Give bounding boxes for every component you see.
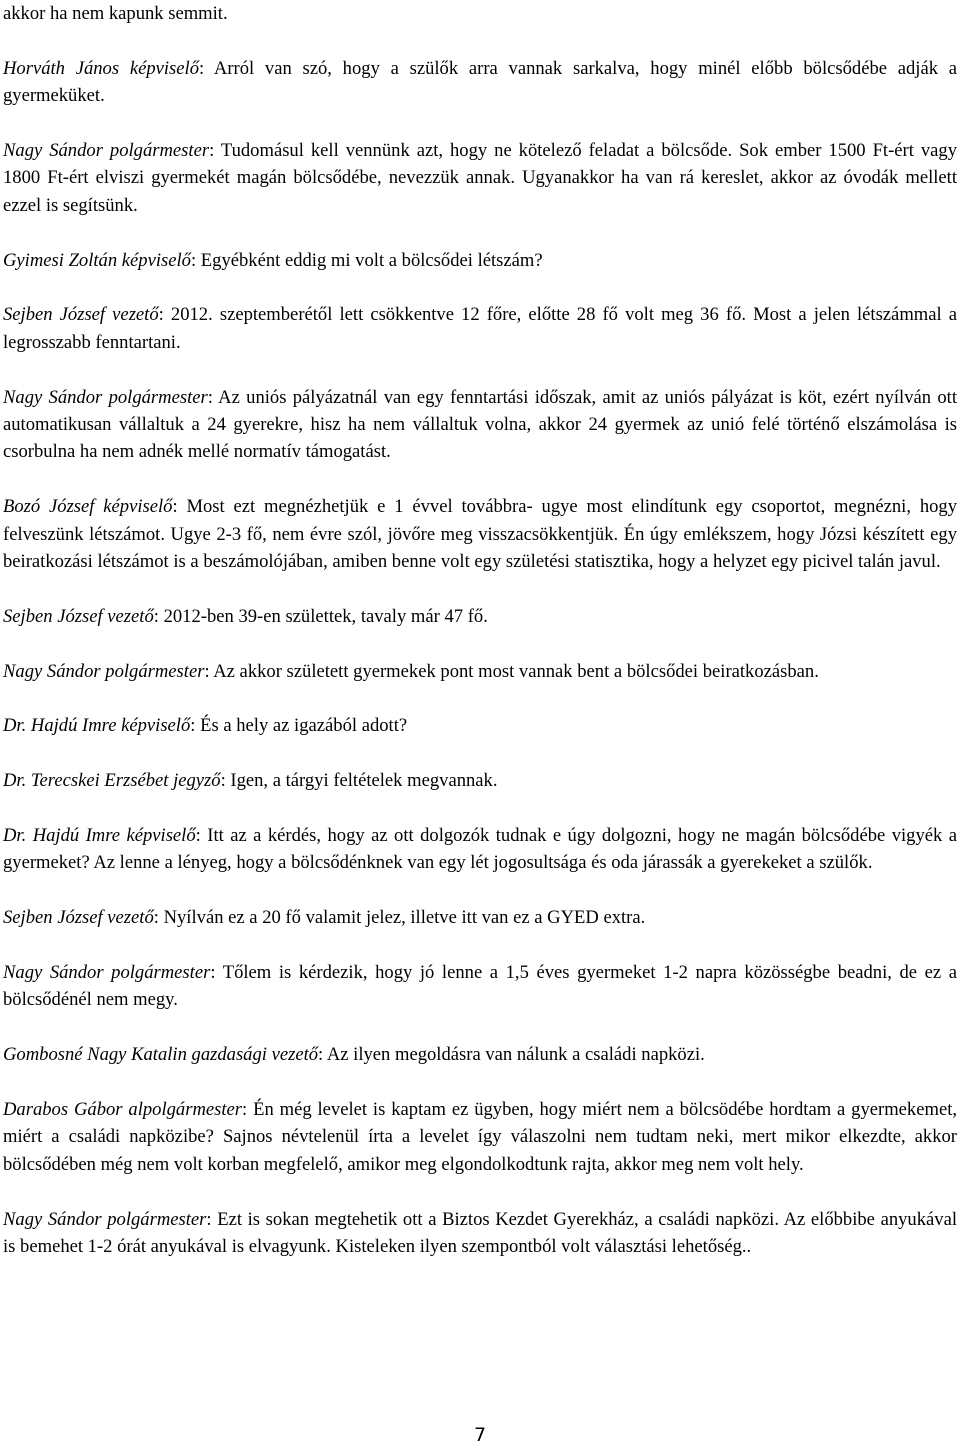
paragraph	[3, 0, 957, 27]
speaker-name: Dr. Hajdú Imre képviselő	[3, 825, 196, 847]
paragraph	[3, 959, 957, 1014]
paragraph	[3, 1041, 957, 1068]
speaker-name: Nagy Sándor polgármester	[3, 140, 210, 161]
speaker-name: Nagy Sándor polgármester	[3, 660, 205, 682]
paragraph-text: Én még levelet is kaptam ez ügyben, hogy miért nem a bölcsödébe hordtam a gyermekemet, miért a családi napközibe? Sajnos névtelenül írta a levelet így válaszolni nem tudtam neki, mert mikor elkezdte, akkor bölcsődében még nem volt korban megfelelő, amikor meg elgondolkodtunk rajta, akkor meg nem volt hely.	[3, 1099, 958, 1175]
paragraph-text: Az uniós pályázatnál van egy fenntartási időszak, amit az uniós pályázat is köt, ezért nyílván ott automatikusan vállaltuk a 24 gyerekre, hisz ha nem vállaltuk volna, akkor 24 gyermek az unió felé történő elszámolása is csorbulna ha nem adnék mellé normatív támogatást.	[3, 386, 957, 463]
speaker-separator: :	[318, 1044, 324, 1066]
speaker-separator: :	[153, 605, 159, 627]
paragraph	[3, 384, 957, 466]
paragraph	[3, 247, 957, 274]
paragraph-text: Arról van szó, hogy a szülők arra vannak sarkalva, hogy minél előbb bölcsődébe adják a gyermeküket.	[3, 57, 958, 107]
speaker-separator: :	[207, 386, 213, 408]
speaker-name: Nagy Sándor polgármester	[3, 1208, 207, 1230]
paragraph	[3, 822, 957, 877]
paragraph-text: Itt az a kérdés, hogy az ott dolgozók tudnak e úgy dolgozni, hogy ne magán bölcsődébe vigyék a gyermeket? Az lenne a lényeg, hogy a bölcsődénknek van egy lét jogosultsága és oda járassák a gyerekeket a szülők.	[3, 825, 957, 874]
speaker-separator: :	[190, 249, 197, 271]
speaker-separator: :	[153, 907, 159, 929]
paragraph-text: akkor ha nem kapunk semmit.	[3, 3, 228, 24]
paragraph	[3, 1206, 957, 1261]
paragraph	[3, 301, 957, 356]
paragraph-text: Igen, a tárgyi feltételek megvannak.	[225, 770, 498, 792]
speaker-separator: :	[195, 825, 201, 847]
paragraph	[3, 658, 957, 685]
paragraph	[3, 137, 957, 219]
paragraph	[3, 904, 957, 931]
speaker-separator: :	[206, 1208, 212, 1230]
speaker-separator: :	[242, 1099, 248, 1121]
speaker-name: Sejben József vezető	[3, 304, 159, 326]
paragraph-text: Az ilyen megoldásra van nálunk a családi napközi.	[323, 1044, 705, 1066]
paragraph-text: Tőlem is kérdezik, hogy jó lenne a 1,5 éves gyermeket 1-2 napra közösségbe beadni, de ez a bölcsődénél nem megy.	[3, 962, 957, 1011]
speaker-separator: :	[172, 496, 178, 518]
speaker-name: Dr. Terecskei Erzsébet jegyző	[3, 770, 221, 792]
page-number: 7	[473, 1424, 487, 1446]
paragraph	[3, 712, 957, 739]
paragraph-text: És a hely az igazából adott?	[195, 715, 408, 737]
speaker-name: Bozó József képviselő	[3, 496, 173, 518]
paragraph	[3, 493, 957, 575]
paragraph-text: Ezt is sokan megtehetik ott a Biztos Kezdet Gyerekház, a családi napközi. Az előbbibe anyukával is bemehet 1-2 órát anyukával is elvagyunk. Kisteleken ilyen szempontból volt választási lehetőség..	[3, 1208, 957, 1258]
speaker-name: Sejben József vezető	[3, 907, 154, 929]
paragraph-text: Egyébként eddig mi volt a bölcsődei létszám?	[196, 249, 543, 271]
paragraph	[3, 55, 957, 110]
speaker-name: Nagy Sándor polgármester	[3, 386, 208, 408]
speaker-separator: :	[199, 57, 205, 79]
paragraph-text: 2012-ben 39-en születtek, tavaly már 47 fő.	[158, 605, 488, 627]
paragraph-text: Tudomásul kell vennünk azt, hogy ne kötelező feladat a bölcsőde. Sok ember 1500 Ft-ért vagy 1800 Ft-ért elviszi gyermekét magán bölcsődébe, nevezzük annak. Ugyanakkor ha van rá kereslet, akkor az óvodák mellett ezzel is segítsünk.	[3, 140, 957, 216]
paragraph-text: 2012. szeptemberétől lett csökkentve 12 főre, előtte 28 fő volt meg 36 fő. Most a jelen létszámmal a legrosszabb fenntartani.	[3, 304, 958, 353]
speaker-separator: :	[158, 304, 164, 326]
speaker-separator: :	[210, 962, 216, 984]
speaker-name: Dr. Hajdú Imre képviselő	[3, 715, 191, 737]
paragraph-text: Most ezt megnézhetjük e 1 évvel továbbra- ugye most elindítunk egy csoportot, megnézni, hogy felveszünk létszámot. Ugye 2-3 fő, nem évre szól, jövőre meg visszacsökkentjük. Én úgy emlékszem, hogy Józsi készített egy beiratkozási létszámot is a beszámolójában, amiben benne volt egy születési statisztika, hogy a helyzet egy picivel talán javul.	[3, 496, 957, 573]
paragraph	[3, 603, 957, 630]
speaker-name: Gombosné Nagy Katalin gazdasági vezető	[3, 1044, 319, 1066]
speaker-separator: :	[190, 715, 196, 737]
speaker-name: Darabos Gábor alpolgármester	[3, 1099, 243, 1121]
speaker-name: Horváth János képviselő	[3, 57, 200, 79]
speaker-name: Sejben József vezető	[3, 605, 154, 627]
speaker-name: Gyimesi Zoltán képviselő	[3, 249, 191, 271]
speaker-separator: :	[220, 770, 226, 792]
speaker-separator: :	[204, 660, 210, 682]
paragraph-text: Nyílván ez a 20 fő valamit jelez, illetve itt van ez a GYED extra.	[158, 907, 646, 929]
paragraph	[3, 1096, 957, 1178]
speaker-separator: :	[209, 140, 215, 161]
document-page	[3, 0, 957, 1288]
speaker-name: Nagy Sándor polgármester	[3, 962, 211, 984]
paragraph-text: Az akkor született gyermekek pont most vannak bent a bölcsődei beiratkozásban.	[209, 660, 819, 682]
paragraph	[3, 767, 957, 794]
